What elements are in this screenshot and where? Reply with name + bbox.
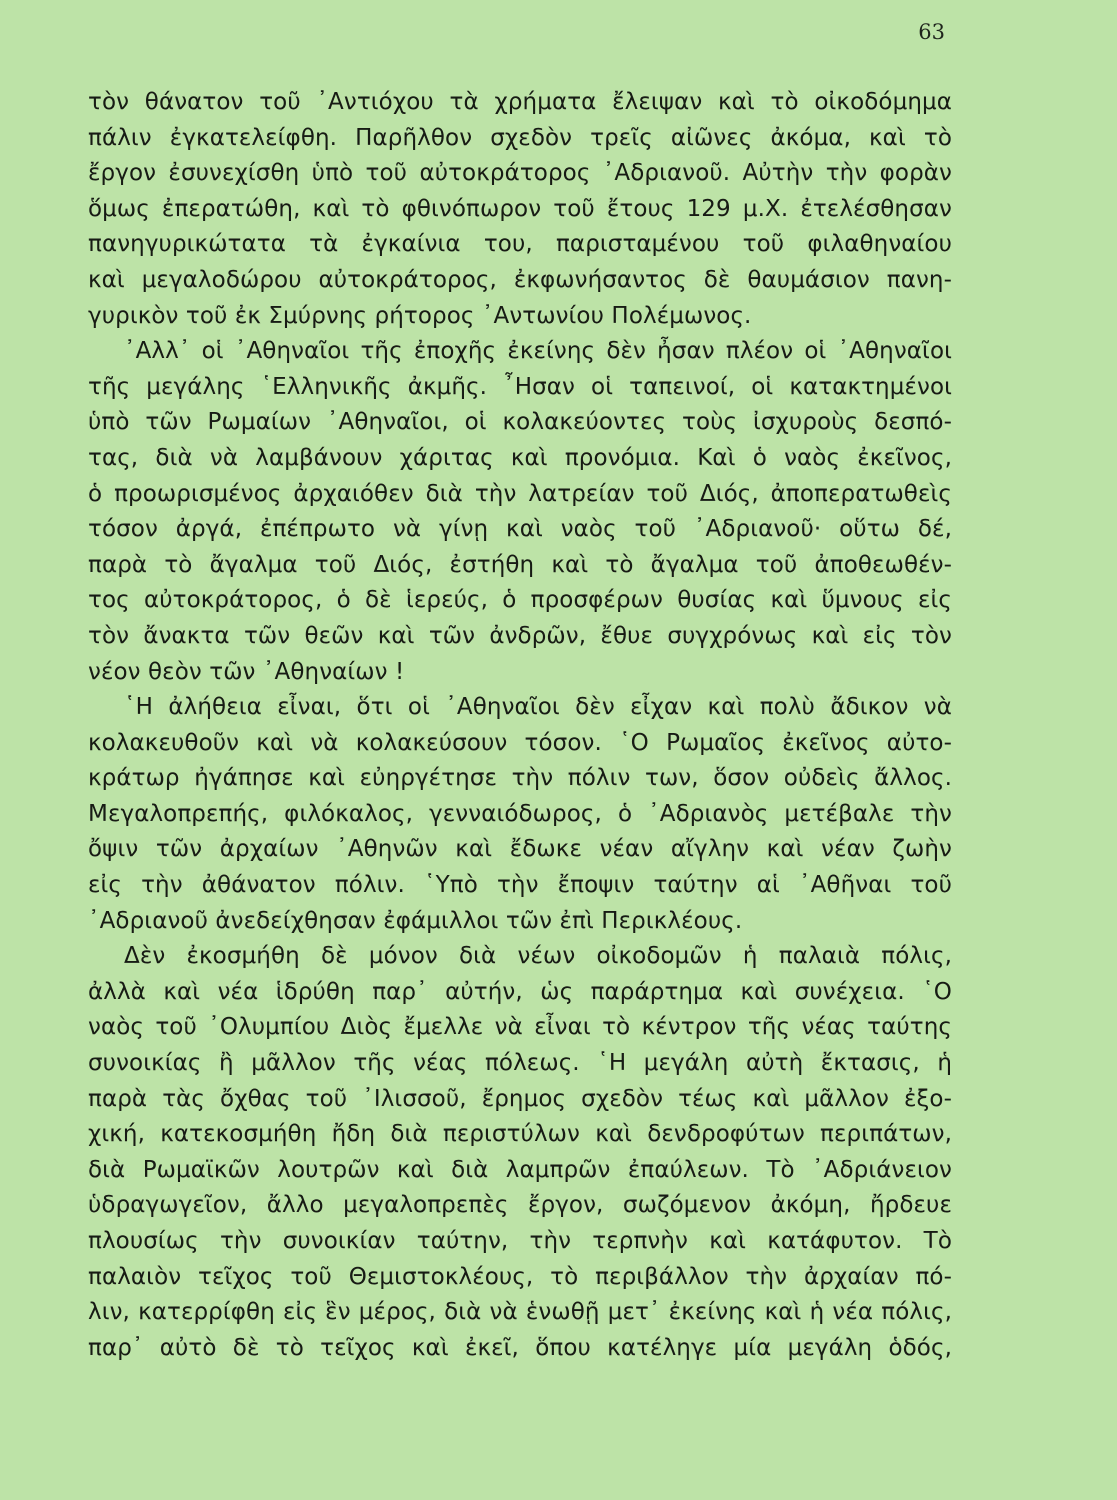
text-line: παρ᾿ αὐτὸ δὲ τὸ τεῖχος καὶ ἐκεῖ, ὅπου κατέληγε μία μεγάλη ὁδός, (88, 1334, 952, 1361)
text-line: λιν, κατερρίφθη εἰς ἓν μέρος, διὰ νὰ ἑνωθῇ μετ᾿ ἐκείνης καὶ ἡ νέα πόλις, (88, 1299, 952, 1326)
text-line: τας, διὰ νὰ λαμβάνουν χάριτας καὶ προνόμια. Καὶ ὁ ναὸς ἐκεῖνος, (88, 444, 952, 471)
text-line: νέον θεὸν τῶν ᾿Αθηναίων ! (88, 658, 405, 685)
text-line: ὅμως ἐπερατώθη, καὶ τὸ φθινόπωρον τοῦ ἔτους 129 μ.Χ. ἐτελέσθησαν (88, 195, 952, 222)
page-number: 63 (918, 20, 945, 44)
text-line: ἀλλὰ καὶ νέα ἱδρύθη παρ᾿ αὐτήν, ὡς παράρτημα καὶ συνέχεια. ῾Ο (88, 978, 952, 1005)
text-line: ᾿Αλλ᾿ οἱ ᾿Αθηναῖοι τῆς ἐποχῆς ἐκείνης δὲν ἦσαν πλέον οἱ ᾿Αθηναῖοι (124, 338, 952, 365)
text-line: ὁ προωρισμένος ἀρχαιόθεν διὰ τὴν λατρείαν τοῦ Διός, ἀποπερατωθεὶς (88, 480, 952, 507)
text-line: ὑπὸ τῶν Ρωμαίων ᾿Αθηναῖοι, οἱ κολακεύοντες τοὺς ἰσχυροὺς δεσπό- (88, 409, 952, 436)
text-line: κράτωρ ἠγάπησε καὶ εὐηργέτησε τὴν πόλιν των, ὅσον οὐδεὶς ἄλλος. (88, 765, 952, 792)
text-line: πάλιν ἐγκατελείφθη. Παρῆλθον σχεδὸν τρεῖς αἰῶνες ἀκόμα, καὶ τὸ (88, 124, 952, 151)
text-line: ἔργον ἐσυνεχίσθη ὑπὸ τοῦ αὐτοκράτορος ᾿Αδριανοῦ. Αὐτὴν τὴν φορὰν (88, 160, 952, 187)
text-line: τος αὐτοκράτορος, ὁ δὲ ἱερεύς, ὁ προσφέρων θυσίας καὶ ὕμνους εἰς (88, 587, 952, 614)
text-line: γυρικὸν τοῦ ἐκ Σμύρνης ρήτορος ᾿Αντωνίου Πολέμωνος. (88, 302, 752, 329)
body-text (88, 85, 952, 1366)
text-line: τὸν ἄνακτα τῶν θεῶν καὶ τῶν ἀνδρῶν, ἔθυε συγχρόνως καὶ εἰς τὸν (88, 622, 952, 649)
text-line: τὸν θάνατον τοῦ ᾿Αντιόχου τὰ χρήματα ἔλειψαν καὶ τὸ οἰκοδόμημα (88, 89, 952, 115)
text-line: χική, κατεκοσμήθη ἤδη διὰ περιστύλων καὶ δενδροφύτων περιπάτων, (88, 1121, 952, 1148)
text-line: ᾿Αδριανοῦ ἀνεδείχθησαν ἐφάμιλλοι τῶν ἐπὶ Περικλέους. (88, 907, 743, 934)
text-line: ῾Η ἀλήθεια εἶναι, ὅτι οἱ ᾿Αθηναῖοι δὲν εἶχαν καὶ πολὺ ἄδικον νὰ (124, 694, 952, 721)
text-line: Δὲν ἐκοσμήθη δὲ μόνον διὰ νέων οἰκοδομῶν ἡ παλαιὰ πόλις, (124, 943, 952, 970)
text-line: κολακευθοῦν καὶ νὰ κολακεύσουν τόσον. ῾Ο Ρωμαῖος ἐκεῖνος αὐτο- (88, 729, 952, 756)
text-line: τόσον ἀργά, ἐπέπρωτο νὰ γίνῃ καὶ ναὸς τοῦ ᾿Αδριανοῦ· οὕτω δέ, (88, 516, 952, 543)
text-line: ὑδραγωγεῖον, ἄλλο μεγαλοπρεπὲς ἔργον, σωζόμενον ἀκόμη, ἤρδευε (88, 1192, 952, 1219)
text-line: καὶ μεγαλοδώρου αὐτοκράτορος, ἐκφωνήσαντος δὲ θαυμάσιον πανη- (88, 266, 952, 293)
text-line: παρὰ τὸ ἄγαλμα τοῦ Διός, ἐστήθη καὶ τὸ ἄγαλμα τοῦ ἀποθεωθέν- (88, 551, 952, 578)
text-line: Μεγαλοπρεπής, φιλόκαλος, γενναιόδωρος, ὁ ᾿Αδριανὸς μετέβαλε τὴν (88, 800, 952, 827)
text-line: συνοικίας ἢ μᾶλλον τῆς νέας πόλεως. ῾Η μεγάλη αὐτὴ ἔκτασις, ἡ (88, 1050, 952, 1077)
text-line: πανηγυρικώτατα τὰ ἐγκαίνια του, παρισταμένου τοῦ φιλαθηναίου (88, 231, 952, 258)
text-line: τῆς μεγάλης ῾Ελληνικῆς ἀκμῆς. ῏Ησαν οἱ ταπεινοί, οἱ κατακτημένοι (88, 373, 952, 400)
text-line: παρὰ τὰς ὄχθας τοῦ ᾿Ιλισσοῦ, ἔρημος σχεδὸν τέως καὶ μᾶλλον ἐξο- (88, 1085, 952, 1112)
text-line: παλαιὸν τεῖχος τοῦ Θεμιστοκλέους, τὸ περιβάλλον τὴν ἀρχαίαν πό- (88, 1263, 952, 1290)
text-line: ὄψιν τῶν ἀρχαίων ᾿Αθηνῶν καὶ ἔδωκε νέαν αἴγλην καὶ νέαν ζωὴν (88, 836, 952, 863)
text-line: ναὸς τοῦ ᾿Ολυμπίου Διὸς ἔμελλε νὰ εἶναι τὸ κέντρον τῆς νέας ταύτης (88, 1014, 952, 1041)
text-line: πλουσίως τὴν συνοικίαν ταύτην, τὴν τερπνὴν καὶ κατάφυτον. Τὸ (88, 1228, 952, 1254)
text-line: εἰς τὴν ἀθάνατον πόλιν. ῾Υπὸ τὴν ἔποψιν ταύτην αἱ ᾿Αθῆναι τοῦ (88, 872, 952, 899)
text-line: διὰ Ρωμαϊκῶν λουτρῶν καὶ διὰ λαμπρῶν ἐπαύλεων. Τὸ ᾿Αδριάνειον (88, 1156, 952, 1183)
